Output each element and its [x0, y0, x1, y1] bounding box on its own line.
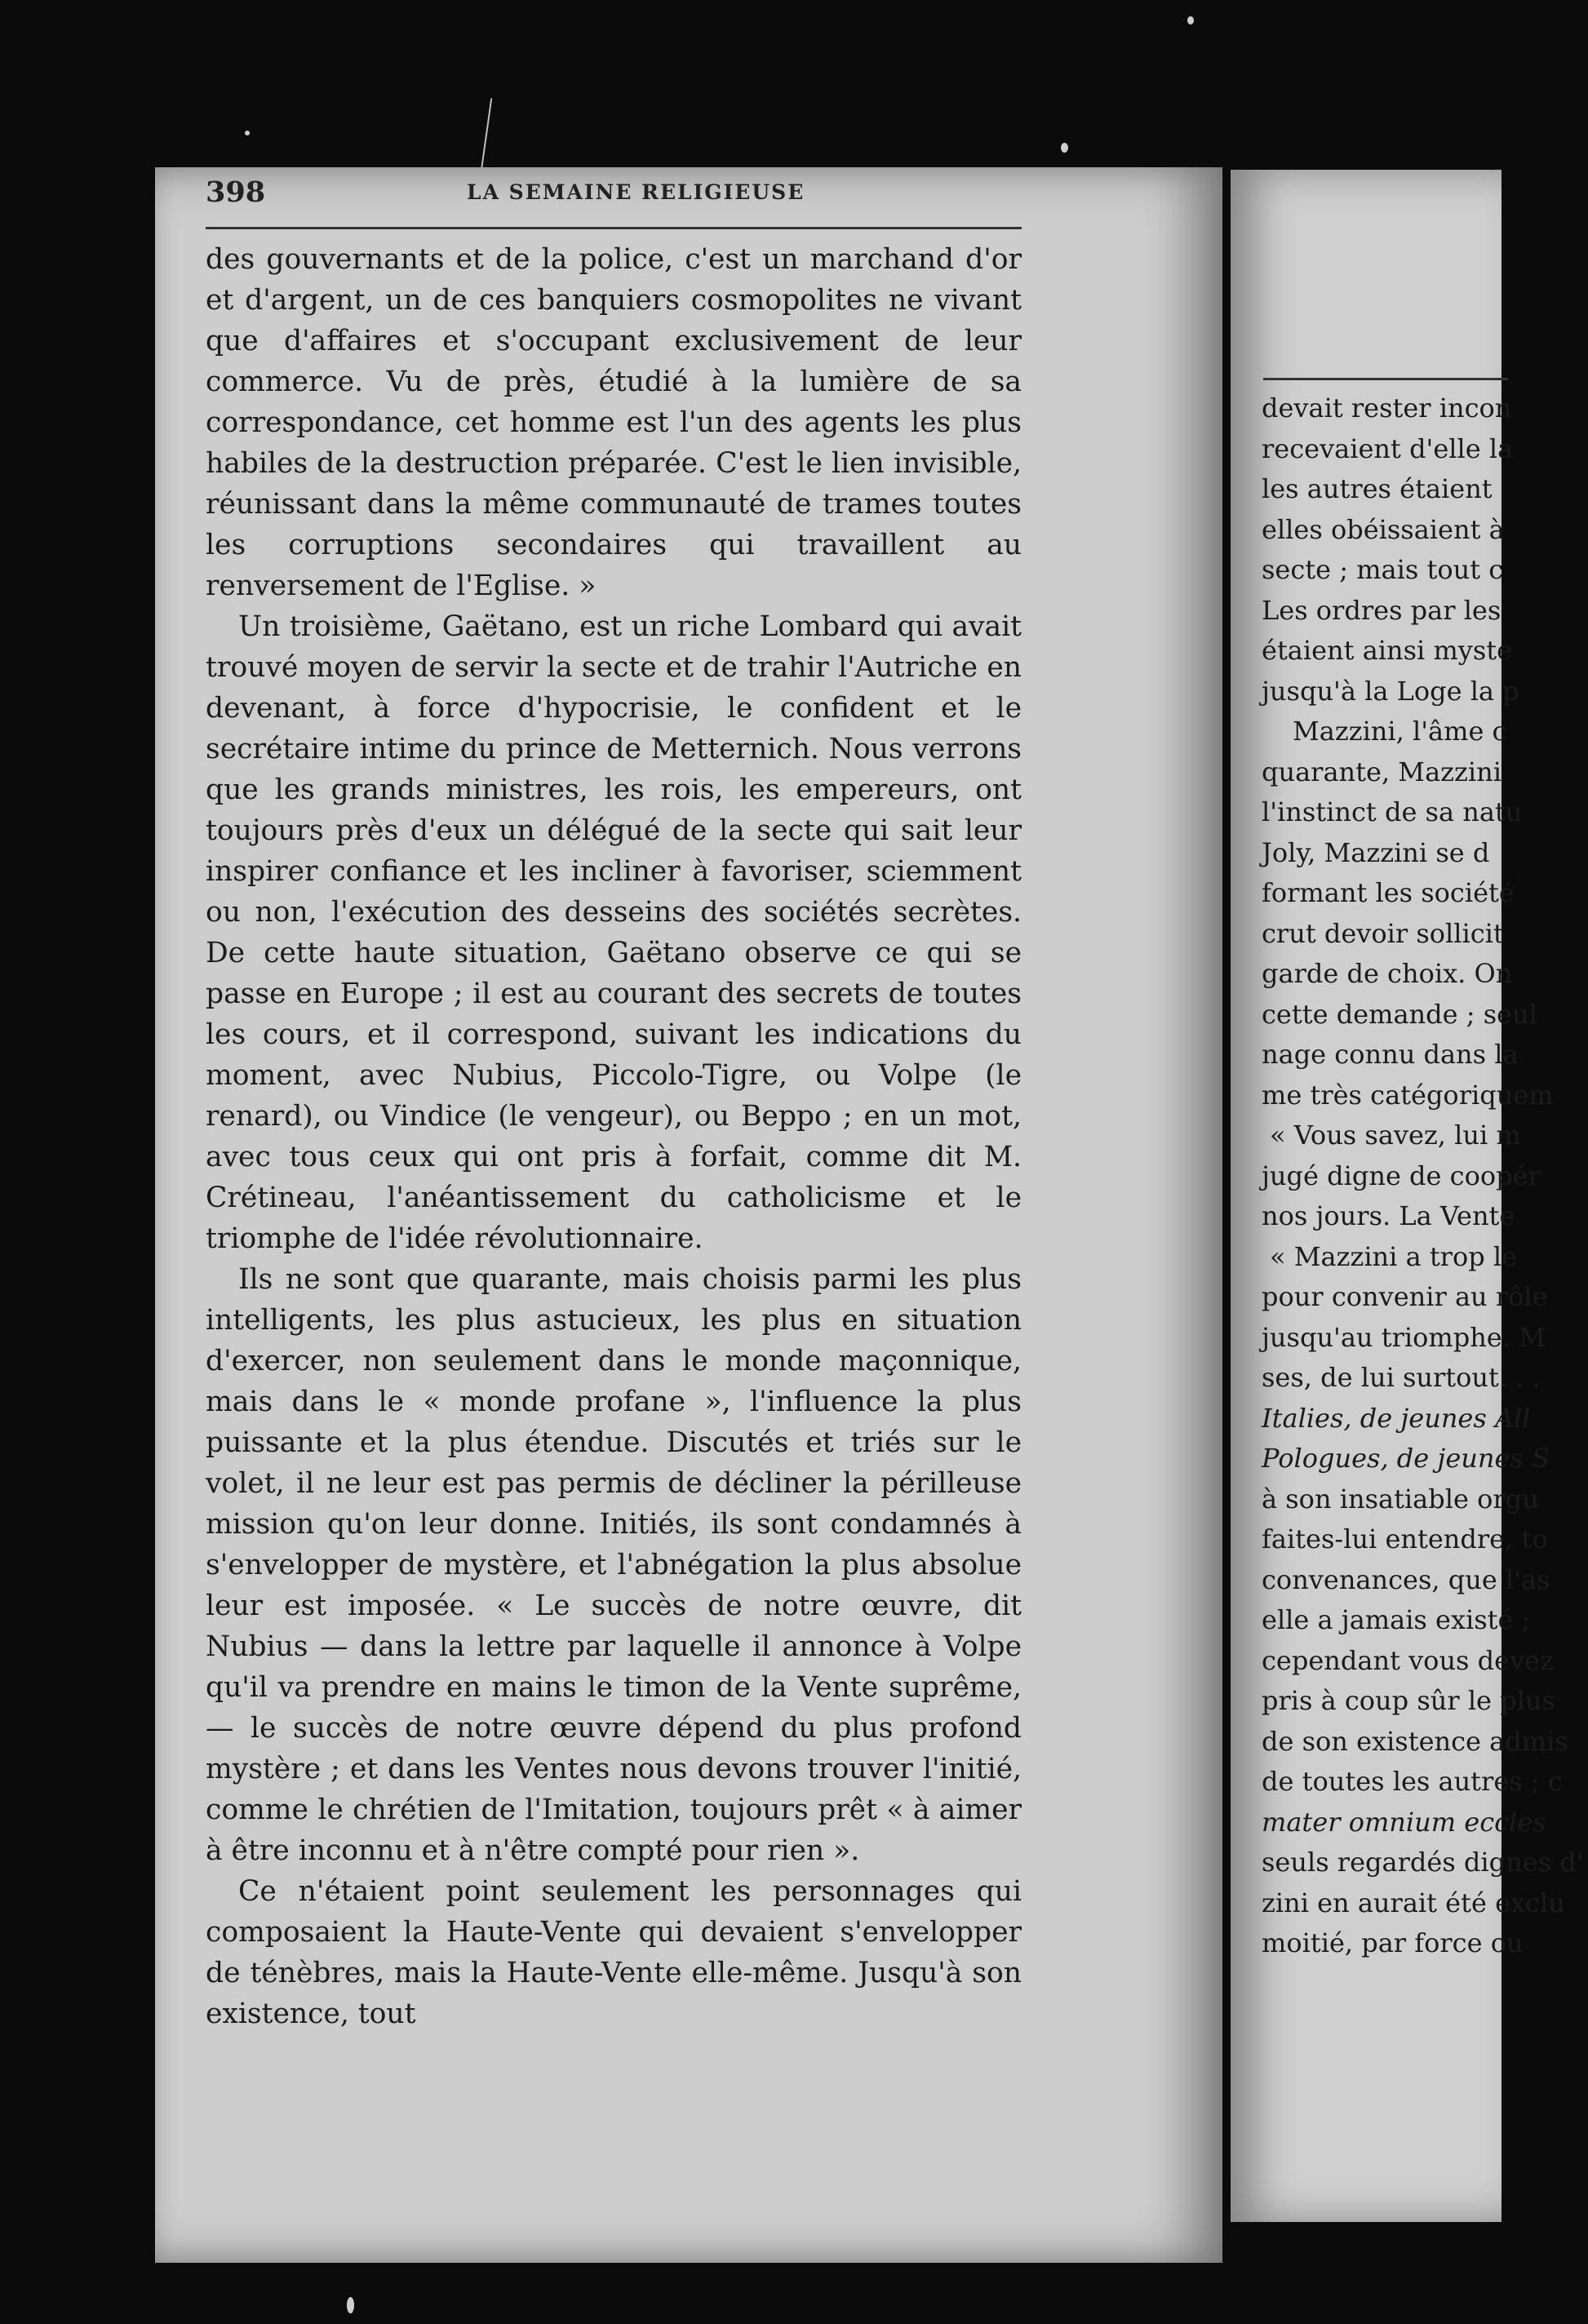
text-line: elles obéissaient à	[1262, 513, 1505, 545]
text-line: pris à coup sûr le plus	[1262, 1685, 1555, 1716]
text-line: de toutes les autres ; c	[1262, 1766, 1563, 1797]
text-line: cette demande ; seul	[1262, 998, 1537, 1030]
text-line: l'instinct de sa natu	[1262, 796, 1523, 827]
text-line: à son insatiable orgu	[1262, 1483, 1539, 1515]
text-line: Mazzini, l'âme c	[1293, 716, 1507, 747]
right-page	[1231, 170, 1584, 2222]
film-speck	[1187, 16, 1194, 24]
text-line: nos jours. La Vente	[1262, 1200, 1515, 1231]
text-line: ses, de lui surtout. . .	[1262, 1362, 1541, 1393]
text-line: recevaient d'elle la	[1262, 432, 1514, 464]
text-line: seuls regardés dignes d'	[1262, 1847, 1584, 1878]
film-speck	[245, 131, 250, 135]
text-line: les autres étaient	[1262, 473, 1493, 504]
text-line: faites-lui entendre, to	[1262, 1523, 1548, 1555]
text-line: garde de choix. On	[1262, 958, 1513, 989]
paragraph: des gouvernants et de la police, c'est un marchand d'or et d'argent, un de ces banquiers cosmopolites ne vivant que d'affaires et s'occupant exclusivement de leur commerce. Vu de près, étudié à la lumière de sa correspondance, cet homme est l'un des agents les plus habiles de la destruction préparée. C'est le lien invisible, réunissant dans la même communauté de trames toutes les corruptions secondaires qui travaillent au renversement de l'Eglise. »	[206, 243, 1022, 602]
page-number: 398	[206, 175, 266, 209]
text-line: Italies, de jeunes All	[1262, 1402, 1531, 1434]
page-header	[206, 175, 1022, 224]
text-line: nage connu dans la	[1262, 1039, 1519, 1070]
text-line: elle a jamais existé ;	[1262, 1604, 1531, 1635]
text-line: « Mazzini a trop le	[1270, 1240, 1518, 1272]
running-title: LA SEMAINE RELIGIEUSE	[467, 180, 805, 204]
text-line: cependant vous devez	[1262, 1644, 1554, 1676]
paragraph: Un troisième, Gaëtano, est un riche Lombard qui avait trouvé moyen de servir la secte et de trahir l'Autriche en devenant, à force d'hypocrisie, le confident et le secrétaire intime du prince de Metternich. Nous verrons que les grands ministres, les rois, les empereurs, ont toujours près d'eux un délégué de la secte qui sait leur inspirer confiance et les incliner à favoriser, sciemment ou non, l'exécution des desseins des sociétés secrètes. De cette haute situation, Gaëtano observe ce qui se passe en Europe ; il est au courant des secrets de toutes les cours, et il correspond, suivant les indications du moment, avec Nubius, Piccolo-Tigre, ou Volpe (le renard), ou Vindice (le vengeur), ou Beppo ; en un mot, avec tous ceux qui ont pris à forfait, comme dit M. Crétineau, l'anéantissement du catholicisme et le triomphe de l'idée révolutionnaire.	[206, 610, 1022, 1255]
text-line: me très catégoriquem	[1262, 1079, 1554, 1111]
text-line: devait rester incon	[1262, 393, 1512, 424]
film-scratch	[481, 98, 493, 171]
text-line: pour convenir au rôle	[1262, 1281, 1548, 1312]
text-line: crut devoir sollicit	[1262, 917, 1504, 949]
text-line: quarante, Mazzini	[1262, 756, 1502, 787]
text-line: « Vous savez, lui m	[1270, 1120, 1521, 1151]
text-line: Les ordres par les	[1262, 594, 1502, 626]
text-line: formant les société	[1262, 877, 1515, 908]
text-line: secte ; mais tout c	[1262, 554, 1504, 585]
header-rule	[206, 227, 1022, 229]
text-line: moitié, par force ou	[1262, 1927, 1524, 1958]
film-speck	[1061, 143, 1068, 153]
text-line: jugé digne de coopér	[1262, 1160, 1541, 1191]
text-line: jusqu'au triomphe. M	[1262, 1321, 1546, 1353]
paragraph: Ils ne sont que quarante, mais choisis parmi les plus intelligents, les plus astucieux, les plus en situation d'exercer, non seulement dans le monde maçonnique, mais dans le « monde profane », l'influence la plus puissante et la plus étendue. Discutés et triés sur le volet, il ne leur est pas permis de décliner la périlleuse mission qu'on leur donne. Initiés, ils sont condamnés à s'envelopper de mystère, et l'abnégation la plus absolue leur est imposée. « Le succès de notre œuvre, dit Nubius — dans la lettre par laquelle il annonce à Volpe qu'il va prendre en mains le timon de la Vente suprême, — le succès de notre œuvre dépend du plus profond mystère ; et dans les Ventes nous devons trouver l'initié, comme le chrétien de l'Imitation, toujours prêt « à aimer à être inconnu et à n'être compté pour rien ».	[206, 1263, 1022, 1867]
text-line: Pologues, de jeunes S	[1262, 1443, 1550, 1474]
paragraph: Ce n'étaient point seulement les personnages qui composaient la Haute-Vente qui devaient s'envelopper de ténèbres, mais la Haute-Vente elle-même. Jusqu'à son existence, tout	[206, 1875, 1022, 2030]
text-line: jusqu'à la Loge la p	[1262, 675, 1519, 707]
text-line: zini en aurait été exclu	[1262, 1887, 1565, 1918]
text-line: Joly, Mazzini se d	[1262, 836, 1490, 868]
film-speck	[347, 2297, 354, 2313]
left-page-body	[206, 239, 1022, 2034]
header-rule	[1263, 378, 1508, 380]
text-line: de son existence admis	[1262, 1725, 1568, 1757]
text-line: convenances, que l'as	[1262, 1563, 1550, 1595]
text-line: étaient ainsi myste	[1262, 635, 1513, 666]
right-page-body	[1262, 388, 1588, 1964]
text-line: mater omnium eccles	[1262, 1806, 1546, 1838]
